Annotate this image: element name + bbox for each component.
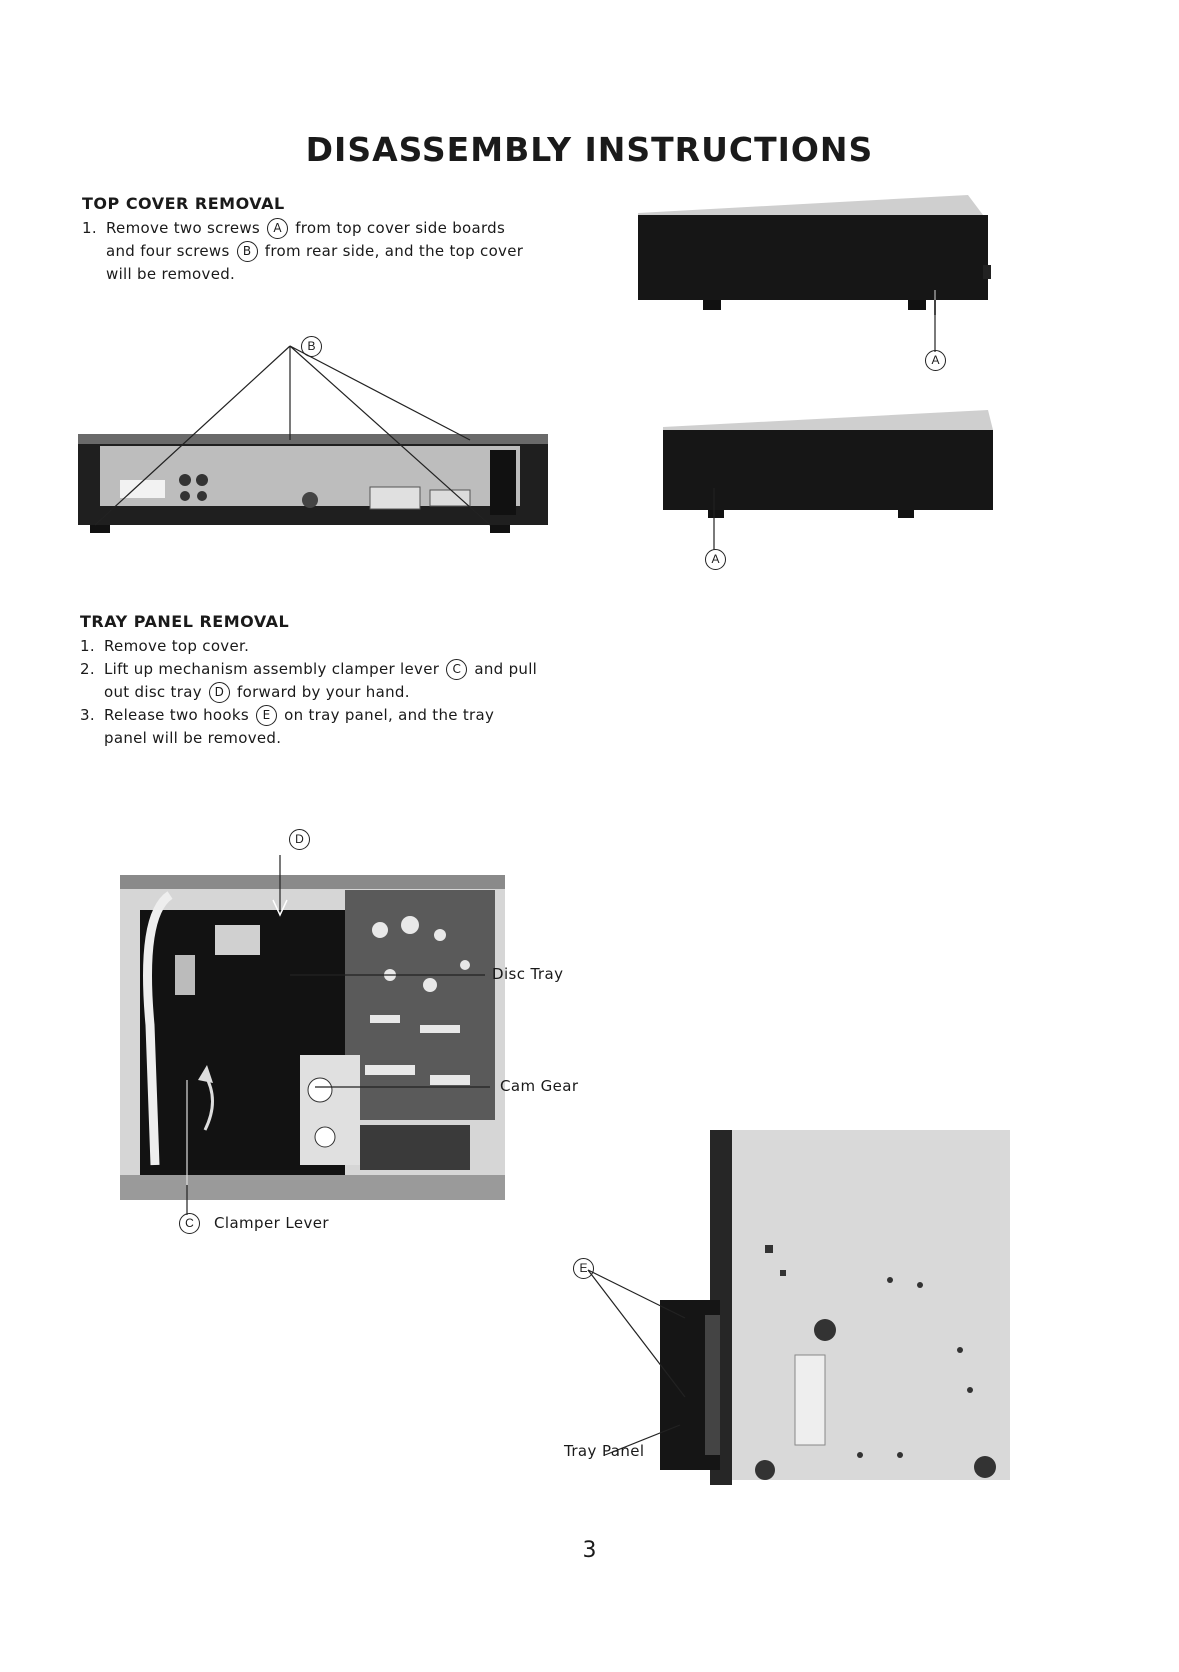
step-text: and pull out disc tray bbox=[104, 660, 538, 701]
tray-panel-section bbox=[80, 612, 540, 750]
step-text: from top cover side boards and four screws bbox=[106, 219, 506, 260]
callout-e-label: E bbox=[573, 1258, 594, 1279]
clamper-lever-label: Clamper Lever bbox=[214, 1214, 329, 1232]
tray-panel-photo-illustration bbox=[560, 1125, 1040, 1495]
side-view-bottom-illustration bbox=[648, 405, 1003, 520]
callout-a-marker: A bbox=[267, 218, 288, 239]
callout-a-bottom-label: A bbox=[705, 549, 726, 570]
callout-a-top-label: A bbox=[925, 350, 946, 371]
callout-d-label: D bbox=[289, 829, 310, 850]
page-number: 3 bbox=[582, 1538, 597, 1563]
step-text: from rear side, and the top cover will be removed. bbox=[106, 242, 524, 283]
page-title: DISASSEMBLY INSTRUCTIONS bbox=[305, 130, 874, 169]
top-cover-section bbox=[82, 194, 532, 286]
step-number: 3. bbox=[80, 706, 95, 724]
mechanism-photo-illustration bbox=[110, 855, 510, 1215]
step-text: forward by your hand. bbox=[237, 683, 410, 701]
leader-line bbox=[186, 1185, 188, 1215]
callout-b-marker: B bbox=[237, 241, 258, 262]
callout-c-label: C bbox=[179, 1213, 200, 1234]
tray-panel-label: Tray Panel bbox=[564, 1442, 645, 1460]
tray-panel-step-2 bbox=[80, 658, 540, 704]
step-text: Remove two screws bbox=[106, 219, 261, 237]
tray-panel-step-1 bbox=[80, 635, 540, 658]
step-number: 1. bbox=[82, 219, 97, 237]
step-text: Lift up mechanism assembly clamper lever bbox=[104, 660, 440, 678]
disc-tray-label: Disc Tray bbox=[492, 965, 564, 983]
callout-b-label: B bbox=[301, 336, 322, 357]
callout-c-marker: C bbox=[446, 659, 467, 680]
step-text: on tray panel, and the tray panel will be removed. bbox=[104, 706, 495, 747]
step-text: Release two hooks bbox=[104, 706, 249, 724]
callout-d-marker: D bbox=[209, 682, 230, 703]
leader-line bbox=[713, 488, 715, 550]
top-cover-heading: TOP COVER REMOVAL bbox=[82, 194, 285, 213]
tray-panel-step-3 bbox=[80, 704, 540, 750]
callout-e-marker: E bbox=[256, 705, 277, 726]
side-view-top-illustration bbox=[618, 195, 1003, 315]
rear-view-illustration bbox=[70, 330, 570, 540]
leader-line bbox=[934, 300, 936, 352]
cam-gear-label: Cam Gear bbox=[500, 1077, 579, 1095]
top-cover-step-1 bbox=[82, 217, 532, 286]
step-text: Remove top cover. bbox=[104, 637, 250, 655]
tray-panel-heading: TRAY PANEL REMOVAL bbox=[80, 612, 290, 631]
step-number: 1. bbox=[80, 637, 95, 655]
step-number: 2. bbox=[80, 660, 95, 678]
